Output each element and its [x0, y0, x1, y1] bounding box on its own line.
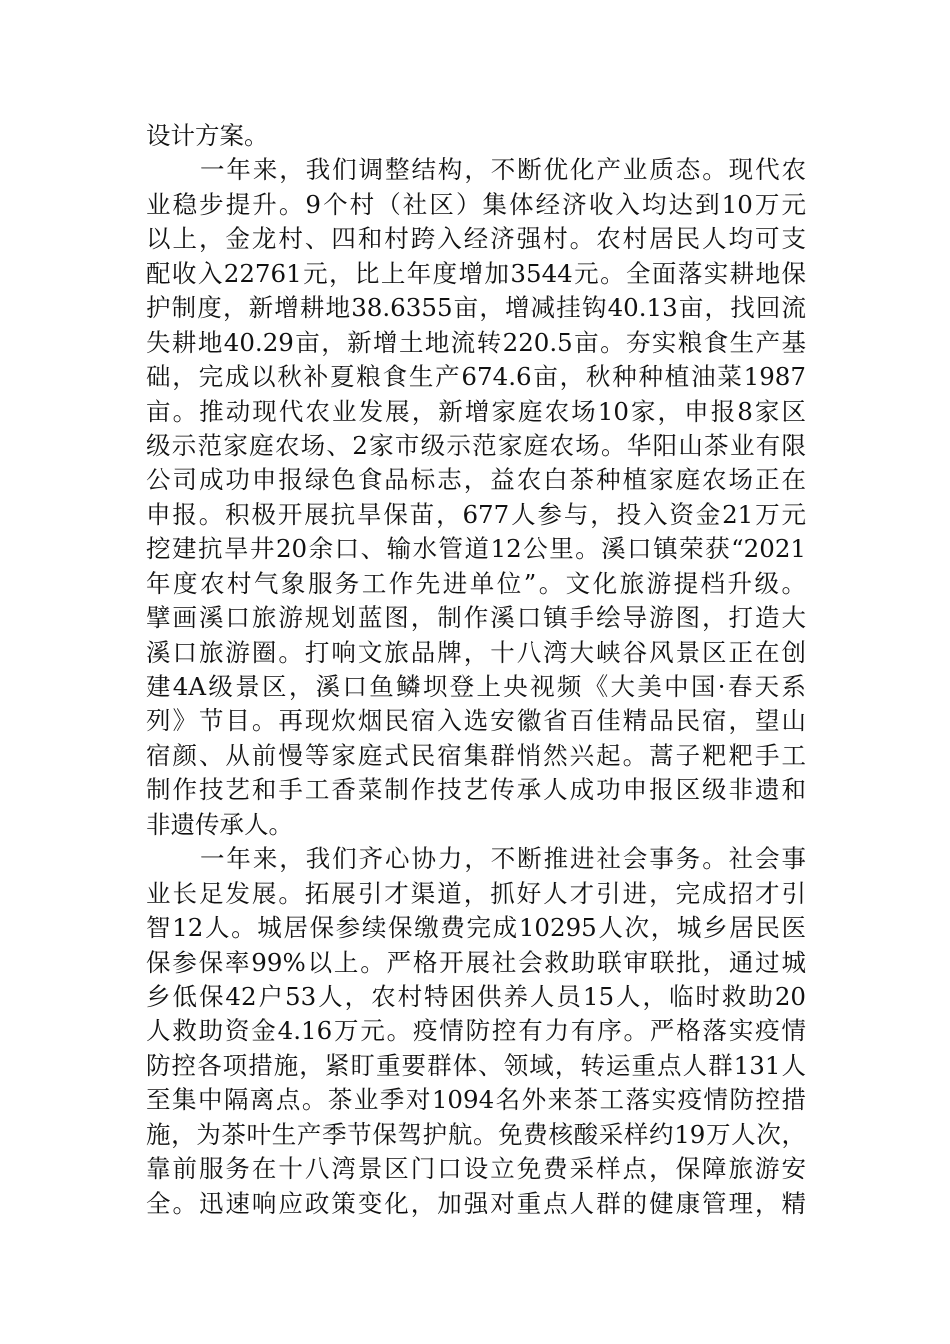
text-line: 护制度，新增耕地38.6355亩，增减挂钩40.13亩，找回流: [146, 293, 806, 323]
text-line: 溪口旅游圈。打响文旅品牌，十八湾大峡谷风景区正在创: [146, 637, 806, 667]
text-line: 失耕地40.29亩，新增土地流转220.5亩。夯实粮食生产基: [146, 327, 806, 357]
text-line: 申报。积极开展抗旱保苗，677人参与，投入资金21万元: [146, 499, 806, 529]
text-line: 亩。推动现代农业发展，新增家庭农场10家，申报8家区: [146, 396, 806, 426]
paragraph-start-line: 一年来，我们调整结构，不断优化产业质态。现代农: [200, 155, 806, 185]
text-line: 列》节目。再现炊烟民宿入选安徽省百佳精品民宿，望山: [146, 706, 806, 736]
text-line: 挖建抗旱井20余口、输水管道12公里。溪口镇荣获“2021: [146, 534, 806, 564]
text-line: 擘画溪口旅游规划蓝图，制作溪口镇手绘导游图，打造大: [146, 603, 806, 633]
text-line: 乡低保42户53人，农村特困供养人员15人，临时救助20: [146, 981, 806, 1011]
text-line: 防控各项措施，紧盯重要群体、领域，转运重点人群131人: [146, 1050, 806, 1080]
text-line: 宿颜、从前慢等家庭式民宿集群悄然兴起。蒿子粑粑手工: [146, 740, 806, 770]
text-line: 以上，金龙村、四和村跨入经济强村。农村居民人均可支: [146, 224, 806, 254]
text-line: 配收入22761元，比上年度增加3544元。全面落实耕地保: [146, 258, 806, 288]
text-line: 础，完成以秋补夏粮食生产674.6亩，秋种种植油菜1987: [146, 362, 806, 392]
text-line: 施，为茶叶生产季节保驾护航。免费核酸采样约19万人次，: [146, 1119, 806, 1149]
text-line: 业稳步提升。9个村（社区）集体经济收入均达到10万元: [146, 189, 806, 219]
text-line: 级示范家庭农场、2家市级示范家庭农场。华阳山茶业有限: [146, 430, 806, 460]
paragraph-end-line: 非遗传承人。: [146, 809, 293, 839]
text-line: 设计方案。: [146, 121, 269, 150]
text-line: 全。迅速响应政策变化，加强对重点人群的健康管理，精: [146, 1188, 806, 1218]
text-line: 人救助资金4.16万元。疫情防控有力有序。严格落实疫情: [146, 1016, 806, 1046]
text-line: 业长足发展。拓展引才渠道，抓好人才引进，完成招才引: [146, 878, 806, 908]
text-line: 建4A级景区，溪口鱼鳞坝登上央视频《大美中国·春天系: [146, 672, 806, 701]
text-line: 至集中隔离点。茶业季对1094名外来茶工落实疫情防控措: [146, 1085, 806, 1115]
body-text: [146, 119, 806, 1221]
text-line: 年度农村气象服务工作先进单位”。文化旅游提档升级。: [146, 568, 806, 598]
text-line: 保参保率99%以上。严格开展社会救助联审联批，通过城: [146, 947, 806, 977]
text-line: 靠前服务在十八湾景区门口设立免费采样点，保障旅游安: [146, 1154, 806, 1184]
text-line: 公司成功申报绿色食品标志，益农白茶种植家庭农场正在: [146, 465, 806, 495]
text-line: 智12人。城居保参续保缴费完成10295人次，城乡居民医: [146, 913, 806, 943]
text-line: 制作技艺和手工香菜制作技艺传承人成功申报区级非遗和: [146, 775, 806, 805]
paragraph-start-line: 一年来，我们齐心协力，不断推进社会事务。社会事: [200, 844, 806, 874]
